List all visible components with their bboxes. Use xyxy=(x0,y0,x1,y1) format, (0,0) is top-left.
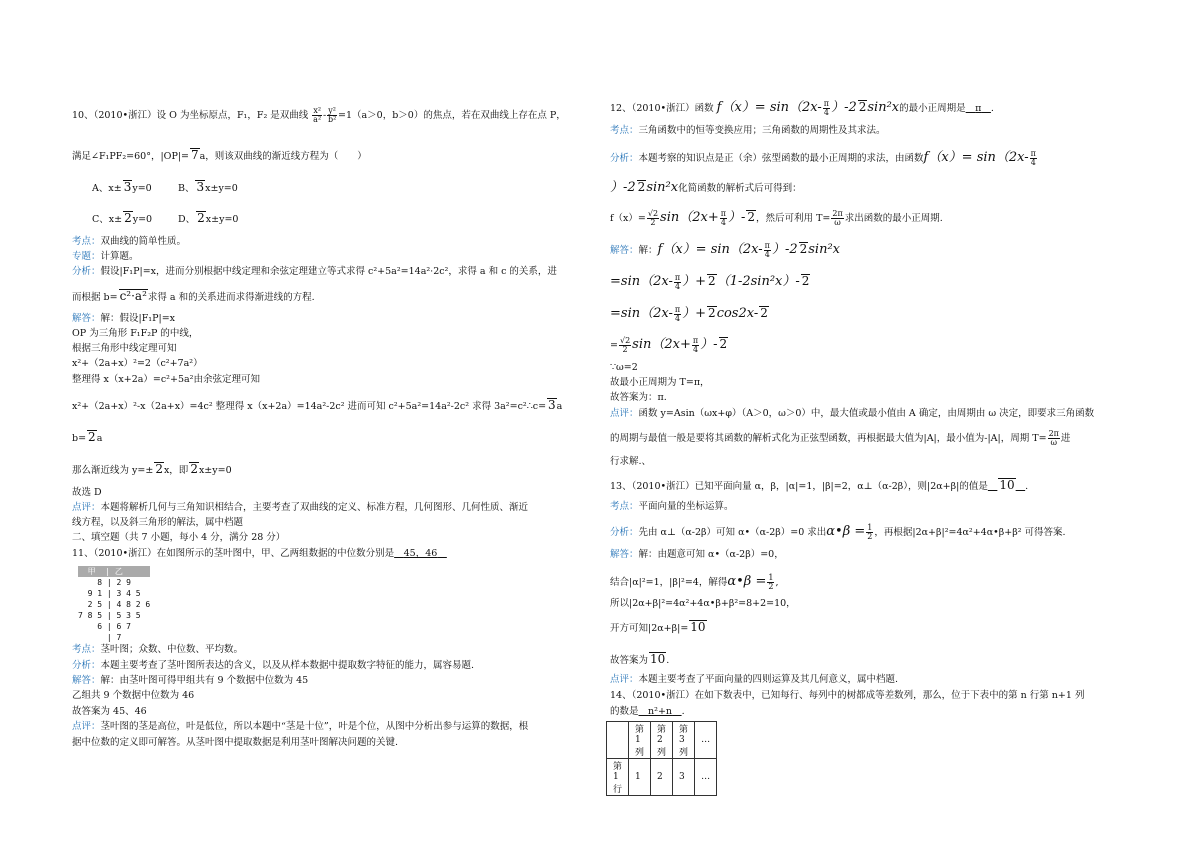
q12-line1: 12、（2010•浙江）函数 f（x）= sin（2x- $\frac{\pi}{4}$ ）-2 2sin²x的最小正周期是 π . xyxy=(610,99,994,117)
table-cell: 第 2 列 xyxy=(651,722,673,759)
stem-leaf-row: 6 | 6 7 xyxy=(78,622,131,631)
q12-dianping3: 行求解.、 xyxy=(610,456,652,467)
number-table xyxy=(606,721,717,796)
q11-dianping1: 点评：茎叶图的茎是高位，叶是低位，所以本题中“茎是十位”，叶是个位，从图中分析出参与运算的数据，根 xyxy=(72,721,529,732)
q10-line2: 满足∠F₁PF₂=60°，|OP|= 7a，则该双曲线的渐近线方程为（ ） xyxy=(72,148,367,162)
table-cell: 2 xyxy=(651,759,673,796)
q14-line1: 14、（2010•浙江）在如下数表中，已知每行、每列中的树都成等差数列，那么，位于下表中的第 n 行第 n+1 列 xyxy=(610,690,1085,701)
table-cell: 1 xyxy=(629,759,651,796)
section-2-title: 二、填空题（共 7 小题，每小 4 分，满分 28 分） xyxy=(72,532,286,543)
q10-option-d: D、 2x±y=0 xyxy=(178,211,239,225)
q11-kaodian: 考点：茎叶图；众数、中位数、平均数。 xyxy=(72,644,244,655)
q10-jieda2: OP 为三角形 F₁F₂P 的中线， xyxy=(72,328,199,339)
q10-jieda4: x²+（2a+x）²=2（c²+7a²） xyxy=(72,358,203,369)
q13-fenxi: 分析：先由 α⊥（α-2β）可知 α•（α-2β）=0 求出α•β = $\frac{1}{2}$ ，再根据|2α+β|²=4α²+4α•β+β² 可得答案. xyxy=(610,523,1066,541)
q10-jieda9: 故选 D xyxy=(72,487,102,498)
q10-dianping1: 点评：本题将解析几何与三角知识相结合，主要考查了双曲线的定义、标准方程，几何图形、几何性质、渐近 xyxy=(72,502,529,513)
q10-zhuanti: 专题：计算题。 xyxy=(72,251,139,262)
q10-option-b: B、 3x±y=0 xyxy=(178,180,238,194)
q10-jieda7: b= 2a xyxy=(72,430,103,444)
q10-fenxi2: 而根据 b= c²·a²求得 a 和的关系进而求得渐进线的方程. xyxy=(72,289,315,303)
stem-leaf-head: 甲 | 乙 xyxy=(78,566,150,577)
stem-leaf-row: 8 | 2 9 xyxy=(78,578,131,587)
q12-kaodian: 考点：三角函数中的恒等变换应用；三角函数的周期性及其求法。 xyxy=(610,125,886,136)
q10-option-c: C、x± 2y=0 xyxy=(92,211,153,225)
q13-dianping: 点评：本题主要考查了平面向量的四则运算及其几何意义，属中档题. xyxy=(610,674,899,685)
q13-jieda2: 结合|α|²=1，|β|²=4，解得α•β = $\frac{1}{2}$ , xyxy=(610,573,779,591)
q12-jieda3: =sin（2x- $\frac{\pi}{4}$ ）+ 2cos2x- 2 xyxy=(610,305,768,323)
q13-jieda5: 故答案为 10. xyxy=(610,652,670,666)
q13-jieda4: 开方可知|2α+β|= 10 xyxy=(610,620,706,634)
q10-dianping2: 线方程，以及斜三角形的解法，属中档题 xyxy=(72,517,244,528)
table-cell: 第 1 行 xyxy=(607,759,629,796)
q12-jieda6: 故最小正周期为 T=π， xyxy=(610,377,710,388)
table-cell: 3 xyxy=(673,759,695,796)
q12-fenxi2: ）-2 2sin²x化简函数的解析式后可得到： xyxy=(610,180,802,195)
table-cell: 第 1 列 xyxy=(629,722,651,759)
q10-jieda1: 解答：解：假设|F₁P|=x xyxy=(72,313,176,324)
q12-dianping1: 点评：函数 y=Asin（ωx+φ）（A＞0，ω＞0）中，最大值或最小值由 A 确定，由周期由 ω 决定，即要求三角函数 xyxy=(610,408,1095,419)
q12-jieda2: =sin（2x- $\frac{\pi}{4}$ ）+ 2（1-2sin²x）- 2 xyxy=(610,273,810,291)
q12-jieda4: = $\frac{√2}{2}$ sin（2x+ $\frac{\pi}{4}$ ）- 2 xyxy=(610,336,728,354)
q13-kaodian: 考点：平面向量的坐标运算。 xyxy=(610,501,734,512)
q10-jieda8: 那么渐近线为 y=± 2x，即 2x±y=0 xyxy=(72,462,232,476)
q11-line1: 11、（2010•浙江）在如图所示的茎叶图中，甲、乙两组数据的中位数分别是 45，46 xyxy=(72,548,438,559)
q10-jieda6: x²+（2a+x）²-x（2a+x）=4c² 整理得 x（x+2a）=14a²-2c² 进而可知 c²+5a²=14a²-2c² 求得 3a²=c²∴c= 3a xyxy=(72,398,563,412)
table-header-row xyxy=(607,722,717,759)
q13-jieda3: 所以|2α+β|²=4α²+4α•β+β²=8+2=10， xyxy=(610,598,796,609)
table-cell: 第 3 列 xyxy=(673,722,695,759)
q12-jieda7: 故答案为：π. xyxy=(610,392,667,403)
q10-fenxi1: 分析：假设|F₁P|=x，进而分别根据中线定理和余弦定理建立等式求得 c²+5a²=14a²·2c²，求得 a 和 c 的关系，进 xyxy=(72,266,557,277)
q13-jieda1: 解答：解：由题意可知 α•（α-2β）=0， xyxy=(610,549,784,560)
q12-fenxi1: 分析：本题考察的知识点是正（余）弦型函数的最小正周期的求法，由函数f（x）= sin（2x- $\frac{\pi}{4}$ xyxy=(610,149,1036,167)
stem-leaf-plot xyxy=(78,566,150,643)
q12-jieda1: 解答：解：f（x）= sin（2x- $\frac{\pi}{4}$ ）-2 2sin²x xyxy=(610,241,840,259)
stem-leaf-row: 9 1 | 3 4 5 xyxy=(78,589,141,598)
stem-leaf-row: 7 8 5 | 5 3 5 xyxy=(78,611,141,620)
stem-leaf-row: | 7 xyxy=(78,633,122,642)
q10-option-a: A、x± 3y=0 xyxy=(92,180,152,194)
table-cell: … xyxy=(695,722,717,759)
q12-dianping2: 的周期与最值一般是要将其函数的解析式化为正弦型函数，再根据最大值为|A|，最小值为-|A|，周期 T= $\frac{2\pi}{\omega}$ 进 xyxy=(610,429,1071,447)
table-cell: … xyxy=(695,759,717,796)
q12-jieda5: ∵ω=2 xyxy=(610,362,638,373)
q11-jieda2: 乙组共 9 个数据中位数为 46 xyxy=(72,690,195,701)
q10-line1: 10、（2010•浙江）设 O 为坐标原点，F₁，F₂ 是双曲线 $\frac{\text{x²}}{\text{a²}}$ - $\frac{\text{y²}}{\text{b²}}$ =1（a＞0，b＞0）的焦点，若在双曲线上存在点 P， xyxy=(72,106,566,124)
q10-jieda3: 根据三角形中线定理可知 xyxy=(72,343,177,354)
q10-kaodian: 考点：双曲线的简单性质。 xyxy=(72,236,187,247)
stem-leaf-row: 2 5 | 4 8 2 6 xyxy=(78,600,151,609)
q10-jieda5: 整理得 x（x+2a）=c²+5a²由余弦定理可知 xyxy=(72,374,260,385)
q11-jieda1: 解答：解：由茎叶图可得甲组共有 9 个数据中位数为 45 xyxy=(72,675,309,686)
table-cell xyxy=(607,722,629,759)
table-row xyxy=(607,759,717,796)
q11-dianping2: 据中位数的定义即可解答。从茎叶图中提取数据是利用茎叶图解决问题的关键. xyxy=(72,737,399,748)
q11-jieda3: 故答案为 45、46 xyxy=(72,706,147,717)
q13-line1: 13、（2010•浙江）已知平面向量 α，β，|α|=1，|β|=2，α⊥（α-2β），则|2α+β|的值是 10 . xyxy=(610,478,1029,492)
q11-fenxi: 分析：本题主要考查了茎叶图所表达的含义，以及从样本数据中提取数字特征的能力，属容易题. xyxy=(72,660,475,671)
q12-fenxi3: f（x）= $\frac{√2}{2}$ sin（2x+ $\frac{\pi}{4}$ ）- 2，然后可利用 T= $\frac{2\pi}{\omega}$ 求出函数的最小正周期. xyxy=(610,209,943,227)
q14-line2: 的数是 n²+n . xyxy=(610,706,685,717)
